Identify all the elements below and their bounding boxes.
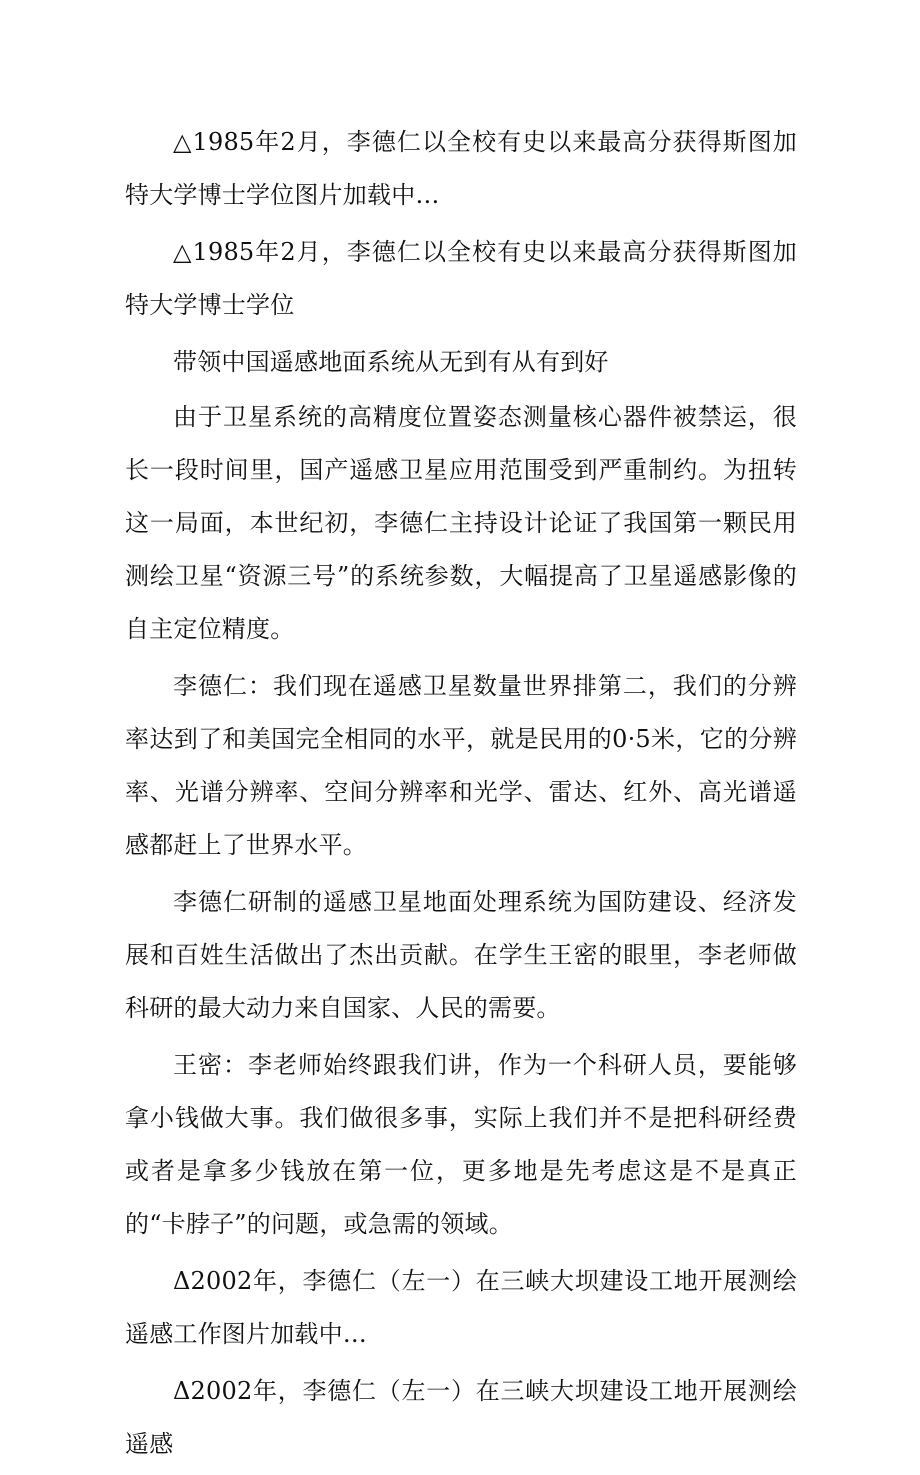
paragraph-quote-li-deren: 李德仁：我们现在遥感卫星数量世界排第二，我们的分辨率达到了和美国完全相同的水平，就是民用的0·5米，它的分辨率、光谱分辨率、空间分辨率和光学、雷达、红外、高光谱遥感都赶上了世界水平。 — [125, 672, 797, 859]
article-body — [125, 116, 797, 1475]
section-heading: 带领中国遥感地面系统从无到有从有到好 — [173, 348, 609, 376]
paragraph-satellite-system: 由于卫星系统的高精度位置姿态测量核心器件被禁运，很长一段时间里，国产遥感卫星应用范围受到严重制约。为扭转这一局面，本世纪初，李德仁主持设计论证了我国第一颗民用测绘卫星“资源三号”的系统参数，大幅提高了卫星遥感影像的自主定位精度。 — [125, 403, 797, 643]
caption-2002: Δ2002年，李德仁（左一）在三峡大坝建设工地开展测绘遥感 — [125, 1377, 797, 1458]
paragraph-quote-wang-mi: 王密：李老师始终跟我们讲，作为一个科研人员，要能够拿小钱做大事。我们做很多事，实际上我们并不是把科研经费或者是拿多少钱放在第一位，更多地是先考虑这是不是真正的“卡脖子”的问题，或急需的领域。 — [125, 1051, 797, 1238]
caption-1985: △1985年2月，李德仁以全校有史以来最高分获得斯图加特大学博士学位 — [125, 238, 797, 319]
paragraph-ground-system: 李德仁研制的遥感卫星地面处理系统为国防建设、经济发展和百姓生活做出了杰出贡献。在学生王密的眼里，李老师做科研的最大动力来自国家、人民的需要。 — [125, 888, 797, 1022]
caption-2002-with-loading: Δ2002年，李德仁（左一）在三峡大坝建设工地开展测绘遥感工作图片加载中… — [125, 1267, 797, 1348]
caption-1985-with-loading: △1985年2月，李德仁以全校有史以来最高分获得斯图加特大学博士学位图片加载中… — [125, 128, 797, 209]
